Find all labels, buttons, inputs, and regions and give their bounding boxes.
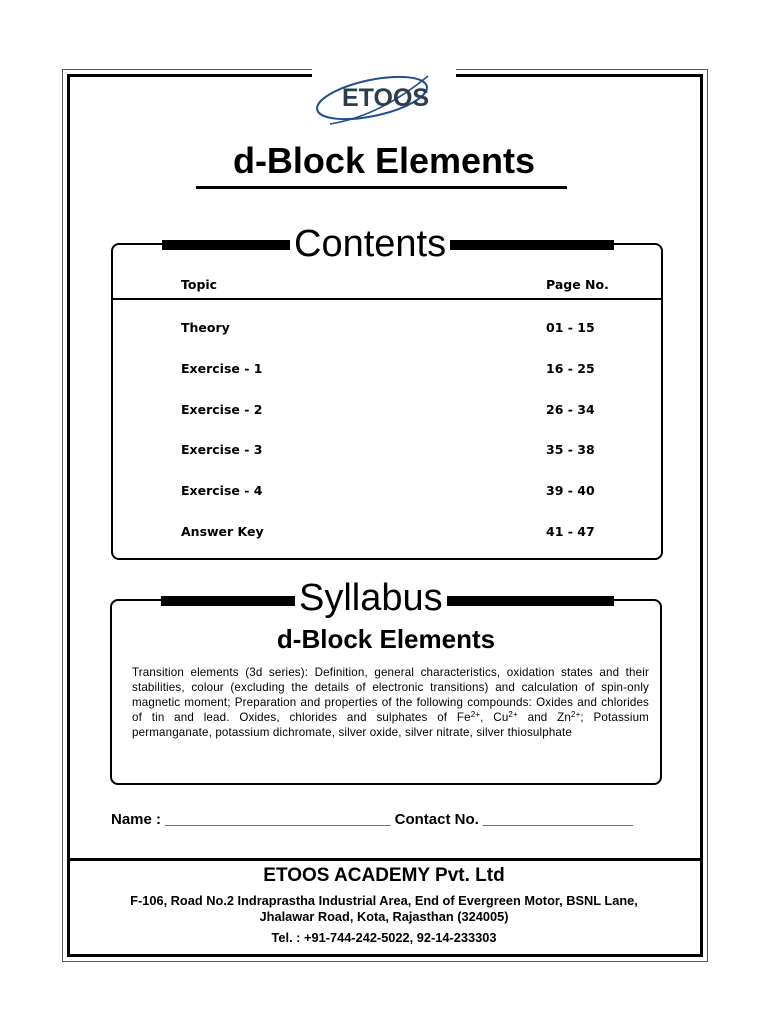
contents-row-pages: 16 - 25	[546, 361, 595, 376]
address-line-2: Jhalawar Road, Kota, Rajasthan (324005)	[259, 909, 509, 924]
contents-row-pages: 41 - 47	[546, 524, 595, 539]
footer-divider	[67, 858, 703, 861]
syllabus-subtitle: d-Block Elements	[276, 624, 496, 654]
col-page-header: Page No.	[546, 277, 609, 292]
contents-row-topic: Exercise - 4	[181, 483, 263, 498]
contents-header-rule	[113, 298, 661, 300]
contents-row-pages: 01 - 15	[546, 320, 595, 335]
contents-row-topic: Answer Key	[181, 524, 264, 539]
logo-text: ETOOS	[342, 84, 430, 112]
page-title: d-Block Elements	[232, 140, 536, 181]
contents-heading: Contents	[290, 222, 450, 266]
contents-row-pages: 26 - 34	[546, 402, 595, 417]
contents-row-topic: Theory	[181, 320, 230, 335]
contents-row-topic: Exercise - 1	[181, 361, 263, 376]
col-topic-header: Topic	[181, 277, 218, 292]
address-line-1: F-106, Road No.2 Indraprastha Industrial Area, End of Evergreen Motor, BSNL Lane,	[130, 893, 638, 908]
phone-line: Tel. : +91-744-242-5022, 92-14-233303	[271, 930, 497, 945]
syllabus-heading: Syllabus	[295, 576, 447, 620]
company-name: ETOOS ACADEMY Pvt. Ltd	[263, 865, 505, 886]
contents-row-topic: Exercise - 3	[181, 442, 263, 457]
contents-row-pages: 39 - 40	[546, 483, 595, 498]
syllabus-description: Transition elements (3d series): Definition, general characteristics, oxidation states and their stabilities, colour (excluding the details of electronic transitions) and calculation of spin-only magnetic moment; Preparation and properties of the following compounds: Oxides and chlorides of tin and lead. Oxides, chlorides and sulphates of $Fe^{2+}$, $Cu^{2+}$ and $Zn^{2+}$; Potassium permanganate, potassium dichromate, silver oxide, silver nitrate, silver thiosulphate	[132, 666, 649, 739]
contact-field-label: Contact No. __________________	[390, 811, 634, 828]
contents-row-pages: 35 - 38	[546, 442, 595, 457]
name-contact-line	[111, 811, 633, 828]
name-field-label: Name : ___________________________	[111, 811, 391, 828]
contents-row-topic: Exercise - 2	[181, 402, 263, 417]
title-underline	[196, 186, 567, 189]
